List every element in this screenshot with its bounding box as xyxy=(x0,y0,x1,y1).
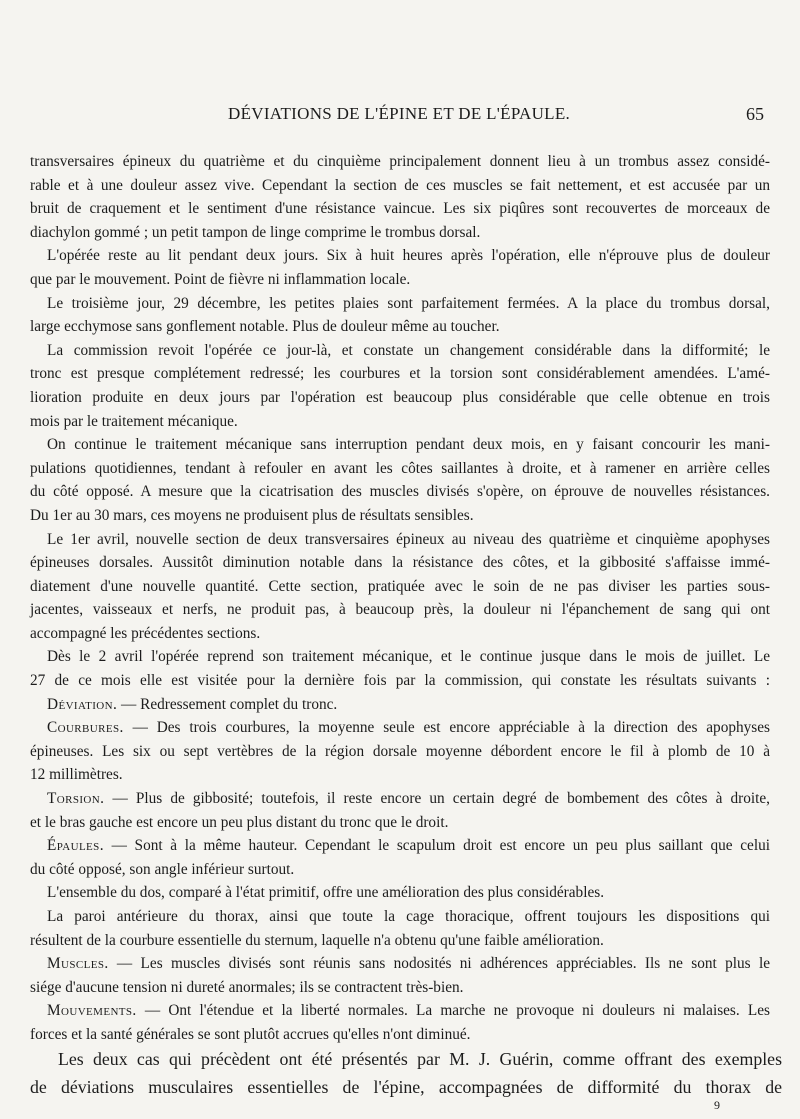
line-text: que par le mouvement. Point de fièvre ni inflammation locale. xyxy=(30,270,411,288)
line-text: — Des trois courbures, la moyenne seule est encore appréciable à la direction des apophyses xyxy=(123,719,770,737)
line-text: — Redressement complet du tronc. xyxy=(117,695,338,713)
line-text: diachylon gommé ; un petit tampon de linge comprime le trombus dorsal. xyxy=(30,223,481,241)
line-text: — Les muscles divisés sont réunis sans nodosités ni adhérences appréciables. Ils ne sont plus le xyxy=(108,955,770,973)
line-text: jacentes, vaisseaux et nerfs, ne produit pas, à beaucoup près, la douleur ni l'épanchement de sang qui ont xyxy=(30,601,770,619)
text-line xyxy=(30,881,770,905)
line-text: Du 1er au 30 mars, ces moyens ne produisent plus de résultats sensibles. xyxy=(30,506,474,524)
line-text: L'ensemble du dos, comparé à l'état primitif, offre une amélioration des plus considérables. xyxy=(47,884,605,902)
text-line xyxy=(30,480,770,504)
text-line xyxy=(30,292,770,316)
text-line xyxy=(30,221,770,245)
section-label: Épaules. xyxy=(47,837,104,855)
line-text: — Plus de gibbosité; toutefois, il reste encore un certain degré de bombement des côtes à droite, xyxy=(104,790,770,808)
line-text: du côté opposé. A mesure que la cicatrisation des muscles divisés s'opère, on éprouve de nouvelles résistances. xyxy=(30,483,770,501)
text-line xyxy=(30,551,770,575)
text-line xyxy=(30,1045,782,1073)
line-text: Les deux cas qui précèdent ont été présentés par M. J. Guérin, comme offrant des exemples xyxy=(58,1049,782,1069)
line-text: Dès le 2 avril l'opérée reprend son traitement mécanique, et le continue jusque dans le mois de juillet. Le xyxy=(47,648,770,666)
running-head xyxy=(0,104,800,128)
text-line xyxy=(30,858,770,882)
line-text: Le troisième jour, 29 décembre, les petites plaies sont parfaitement fermées. A la place du trombus dorsal, xyxy=(47,294,770,312)
text-line xyxy=(30,787,770,811)
line-text: diatement d'une nouvelle quantité. Cette section, pratiquée avec le soin de ne pas diviser les parties sous- xyxy=(30,577,770,595)
line-text: de déviations musculaires essentielles de l'épine, accompagnées de difformité du thorax de xyxy=(30,1077,782,1097)
section-label: Mouvements. xyxy=(47,1002,137,1020)
text-line xyxy=(30,905,770,929)
line-text: 12 millimètres. xyxy=(30,766,123,784)
text-line xyxy=(30,622,770,646)
page-number: 65 xyxy=(746,104,764,124)
text-line xyxy=(30,339,770,363)
text-line xyxy=(30,952,770,976)
line-text: 27 de ce mois elle est visitée pour la dernière fois par la commission, qui constate les résultats suivants : xyxy=(30,672,770,690)
text-line xyxy=(30,410,770,434)
text-line xyxy=(30,976,770,1000)
text-line xyxy=(30,1073,782,1101)
signature-mark: 9 xyxy=(714,1098,720,1112)
line-text: épineuses. Les six ou sept vertèbres de la région dorsale moyenne débordent encore le fil à plomb de 10 à xyxy=(30,742,770,760)
line-text: — Ont l'étendue et la liberté normales. La marche ne provoque ni douleurs ni malaises. Les xyxy=(136,1002,770,1020)
line-text: du côté opposé, son angle inférieur surtout. xyxy=(30,860,295,878)
text-line xyxy=(30,362,770,386)
line-text: pulations quotidiennes, tendant à refouler en avant les côtes saillantes à droite, et à ramener en arrière celles xyxy=(30,459,770,477)
text-line xyxy=(30,645,770,669)
line-text: La commission revoit l'opérée ce jour-là, et constate un changement considérable dans la difformité; le xyxy=(47,341,770,359)
section-label: Courbures. xyxy=(47,719,124,737)
line-text: siége d'aucune tension ni dureté anormales; ils se contractent très-bien. xyxy=(30,978,464,996)
line-text: On continue le traitement mécanique sans interruption pendant deux mois, en y faisant concourir les mani- xyxy=(47,436,770,454)
line-text: bruit de craquement et le sentiment d'une résistance vaincue. Les six piqûres sont recouvertes de morceaux de xyxy=(30,200,770,218)
line-text: lioration produite en deux jours par l'opération est beaucoup plus considérable que celle obtenue en trois xyxy=(30,388,770,406)
text-line xyxy=(30,174,770,198)
line-text: Le 1er avril, nouvelle section de deux transversaires épineux au niveau des quatrième et cinquième apophyses xyxy=(47,530,770,548)
text-line xyxy=(30,386,770,410)
line-text: tronc est presque complétement redressé; les courbures et la torsion sont considérablement amendées. L'amé- xyxy=(30,365,770,383)
text-line xyxy=(30,929,770,953)
text-line xyxy=(30,268,770,292)
section-label: Muscles. xyxy=(47,955,109,973)
line-text: et le bras gauche est encore un peu plus distant du tronc que le droit. xyxy=(30,813,449,831)
line-text: mois par le traitement mécanique. xyxy=(30,412,238,430)
text-line xyxy=(30,457,770,481)
line-text: rable et à une douleur assez vive. Cependant la section de ces muscles se fait nettement, et est accusée par un xyxy=(30,176,770,194)
text-line xyxy=(30,433,770,457)
text-line xyxy=(30,504,770,528)
line-text: épineuses dorsales. Aussitôt diminution notable dans la résistance des côtes, et la gibbosité s'affaisse immé- xyxy=(30,554,770,572)
line-text: forces et la santé générales se sont plutôt accrues qu'elles n'ont diminué. xyxy=(30,1025,471,1043)
text-line xyxy=(30,763,770,787)
text-line xyxy=(30,999,770,1023)
text-line xyxy=(30,315,770,339)
line-text: accompagné les précédentes sections. xyxy=(30,624,261,642)
section-label: Torsion. xyxy=(47,790,105,808)
line-text: — Sont à la même hauteur. Cependant le scapulum droit est encore un peu plus saillant que celui xyxy=(103,837,770,855)
body-text xyxy=(30,150,770,1047)
text-line xyxy=(30,150,770,174)
text-line xyxy=(30,1023,770,1047)
text-line xyxy=(30,740,770,764)
text-line xyxy=(30,669,770,693)
line-text: résultent de la courbure essentielle du sternum, laquelle n'a obtenu qu'une faible amélioration. xyxy=(30,931,604,949)
text-line xyxy=(30,244,770,268)
text-line xyxy=(30,716,770,740)
line-text: transversaires épineux du quatrième et du cinquième principalement donnent lieu à un trombus assez considé- xyxy=(30,153,770,170)
section-label: Déviation. xyxy=(47,695,118,713)
text-line xyxy=(30,528,770,552)
text-line xyxy=(30,811,770,835)
line-text: large ecchymose sans gonflement notable. Plus de douleur même au toucher. xyxy=(30,318,500,336)
line-text: L'opérée reste au lit pendant deux jours. Six à huit heures après l'opération, elle n'éprouve plus de douleur xyxy=(47,247,770,265)
text-line xyxy=(30,598,770,622)
text-line xyxy=(30,575,770,599)
text-line xyxy=(30,834,770,858)
concluding-paragraph xyxy=(30,1045,782,1101)
line-text: La paroi antérieure du thorax, ainsi que toute la cage thoracique, offrent toujours les dispositions qui xyxy=(47,908,770,925)
text-line xyxy=(30,197,770,221)
text-line xyxy=(30,693,770,717)
running-title: DÉVIATIONS DE L'ÉPINE ET DE L'ÉPAULE. xyxy=(228,104,571,123)
